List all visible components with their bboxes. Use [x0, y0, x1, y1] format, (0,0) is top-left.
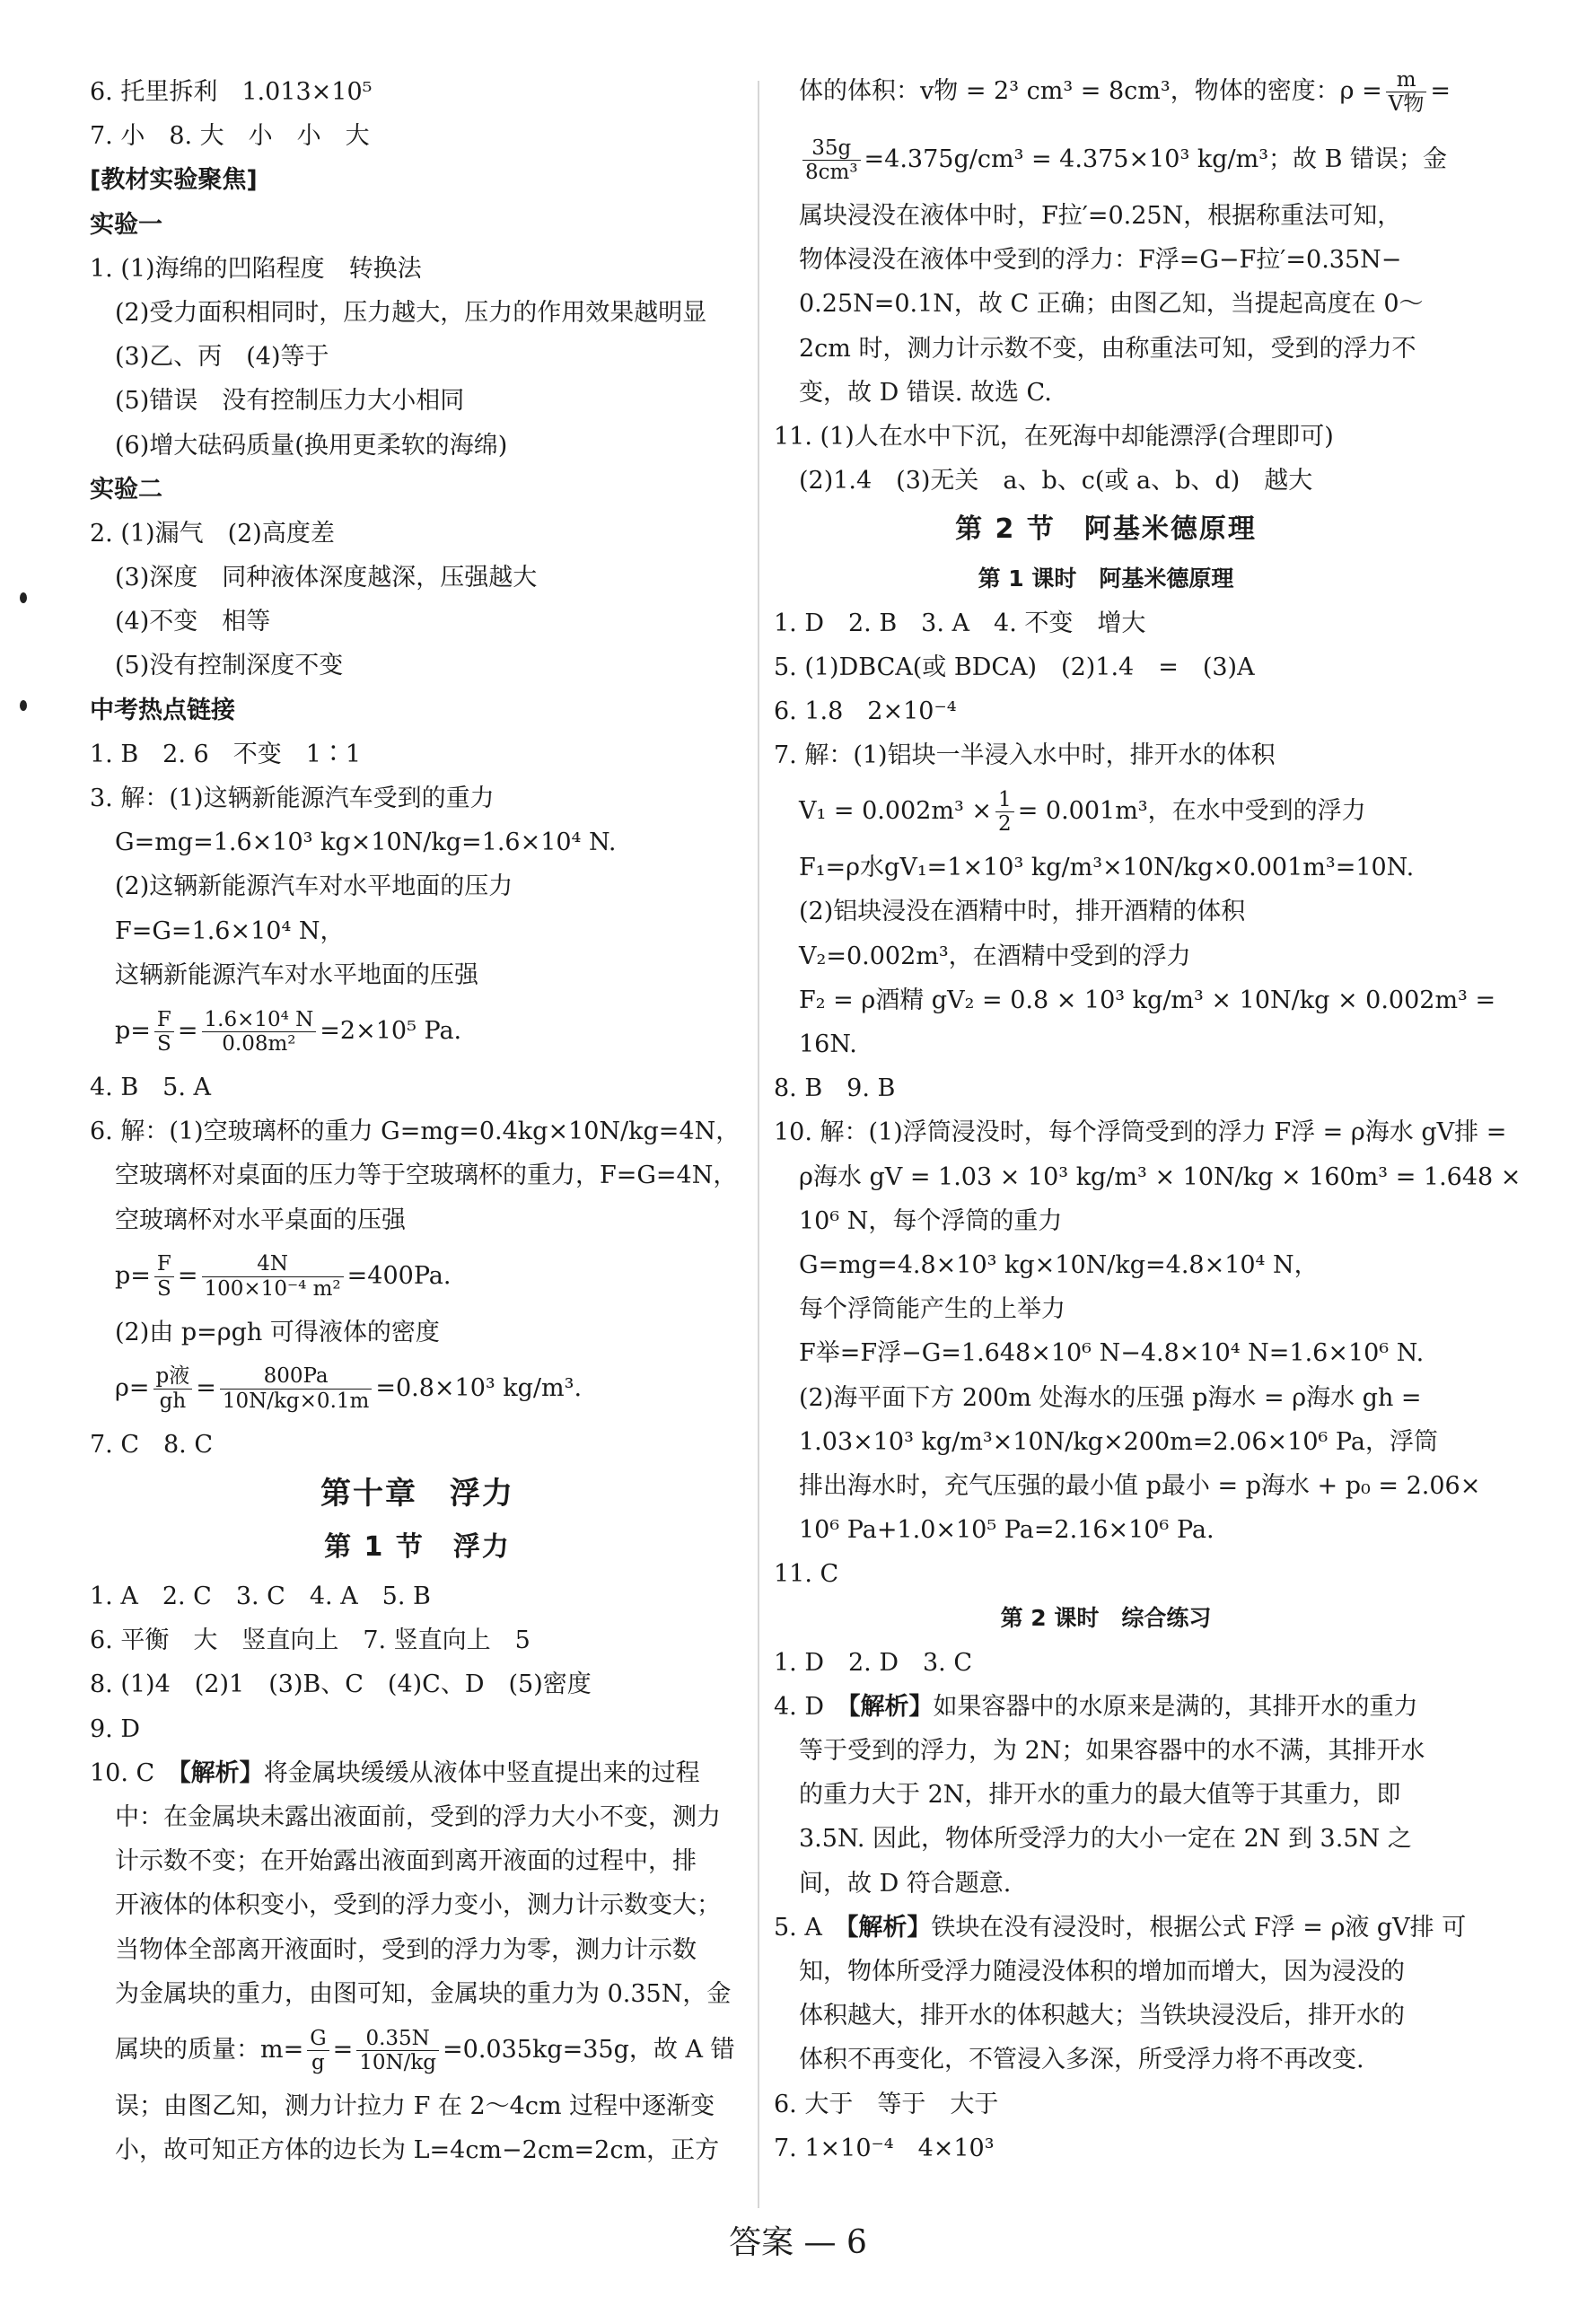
answer-line: 5. A 【解析】铁块在没有浸没时，根据公式 F浮 = ρ液 gV排 可 — [774, 1913, 1467, 1942]
formula-line: V₁ = 0.002m³ × $\frac{1}{2}$ = 0.001m³，在水中受到的浮力 — [799, 787, 1366, 837]
fraction: $\frac{\text{1.6×10⁴ N}}{\text{0.08m²}}$ — [202, 1008, 317, 1056]
answer-line: 这辆新能源汽车对水平地面的压强 — [115, 960, 478, 989]
answer-line: 的重力大于 2N，排开水的重力的最大值等于其重力，即 — [799, 1781, 1401, 1810]
section-title: 第 2 节 阿基米德原理 — [955, 513, 1257, 546]
fraction: $\frac{G}{g}$ — [307, 2027, 329, 2075]
answer-line: 知，物体所受浮力随浸没体积的增加而增大，因为浸没的 — [799, 1957, 1405, 1986]
section-title: 第 1 节 浮力 — [324, 1531, 511, 1564]
answer-line: (2)由 p=ρgh 可得液体的密度 — [115, 1318, 440, 1346]
answer-line: 属块浸没在液体中时，F拉′=0.25N，根据称重法可知， — [799, 202, 1402, 230]
answer-line: 10⁶ N，每个浮筒的重力 — [799, 1206, 1063, 1235]
answer-line: 7. 解：(1)铝块一半浸入水中时，排开水的体积 — [774, 741, 1276, 770]
analysis-tag: 【解析】 — [848, 1692, 934, 1721]
answer-line: F举=F浮−G=1.648×10⁶ N−4.8×10⁴ N=1.6×10⁶ N. — [799, 1339, 1425, 1368]
section-heading: 中考热点链接 — [90, 696, 235, 724]
answer-line: 1. D 2. B 3. A 4. 不变 增大 — [774, 609, 1146, 637]
answer-line: 10. 解：(1)浮筒浸没时，每个浮筒受到的浮力 F浮 = ρ海水 gV排 = — [774, 1118, 1507, 1147]
fraction: $\frac{1}{2}$ — [995, 788, 1014, 837]
fraction: $\frac{800Pa}{10N/kg\times 0.1m}$ — [220, 1364, 372, 1413]
answer-line: 8. B 9. B — [774, 1074, 896, 1103]
page-footer: 答案 — 6 — [729, 2224, 867, 2261]
answer-line: V₂=0.002m³，在酒精中受到的浮力 — [799, 942, 1191, 970]
analysis-tag: 【解析】 — [846, 1913, 932, 1942]
answer-line: 2. (1)漏气 (2)高度差 — [90, 519, 335, 548]
answer-line: F₂ = ρ酒精 gV₂ = 0.8 × 10³ kg/m³ × 10N/kg × 0.002m³ = — [799, 986, 1496, 1014]
answer-line: 6. 托里拆利 1.013×10⁵ — [90, 78, 373, 106]
answer-line: 8. (1)4 (2)1 (3)B、C (4)C、D (5)密度 — [90, 1670, 592, 1699]
answer-line: 6. 大于 等于 大于 — [774, 2090, 999, 2118]
formula-line: $\frac{35g}{\text{8cm³}}$ =4.375g/cm³ = 4.375×10³ kg/m³；故 B 错误；金 — [774, 126, 1438, 194]
answer-line: 小，故可知正方体的边长为 L=4cm−2cm=2cm，正方 — [115, 2136, 720, 2165]
margin-mark — [20, 592, 27, 603]
answer-line: (4)不变 相等 — [115, 608, 271, 636]
answer-line: G=mg=1.6×10³ kg×10N/kg=1.6×10⁴ N. — [115, 828, 617, 857]
answer-line: 空玻璃杯对水平桌面的压强 — [115, 1205, 406, 1234]
fraction: $\frac{F}{S}$ — [154, 1252, 174, 1301]
answer-line: (3)深度 同种液体深度越深，压强越大 — [115, 564, 538, 592]
answer-line: (2)这辆新能源汽车对水平地面的压力 — [115, 872, 513, 901]
margin-mark — [20, 700, 27, 711]
answer-line: 3. 解：(1)这辆新能源汽车受到的重力 — [90, 785, 495, 812]
section-heading: [教材实验聚焦] — [90, 166, 258, 195]
left-column — [90, 70, 745, 2172]
section-heading: 实验一 — [90, 210, 162, 239]
answer-line: 11. (1)人在水中下沉，在死海中却能漂浮(合理即可) — [774, 422, 1334, 451]
answer-line: 6. 解：(1)空玻璃杯的重力 G=mg=0.4kg×10N/kg=4N， — [90, 1118, 741, 1146]
answer-line: (2)海平面下方 200m 处海水的压强 p海水 = ρ海水 gh = — [799, 1383, 1422, 1412]
answer-line: 物体浸没在液体中受到的浮力：F浮=G−F拉′=0.35N− — [799, 246, 1402, 275]
answer-line: ρ海水 gV = 1.03 × 10³ kg/m³ × 10N/kg × 160m³ = 1.648 × — [799, 1162, 1521, 1191]
formula-line: 体的体积：v物 = 2³ cm³ = 8cm³，物体的密度：ρ = $\frac{m}{\text{V物}}$ = — [799, 67, 1451, 116]
answer-line: 11. C — [774, 1560, 839, 1589]
answer-line: 4. B 5. A — [90, 1073, 212, 1101]
formula-line: p= $\frac{F}{S}$ = $\frac{\text{1.6×10⁴ N}}{\text{0.08m²}}$ =2×10⁵ Pa. — [115, 1007, 462, 1056]
fraction: $\frac{4N}{\text{100×10⁻⁴ m²}}$ — [202, 1252, 344, 1301]
answer-line: 1. (1)海绵的凹陷程度 转换法 — [90, 254, 422, 283]
column-divider — [758, 81, 759, 2208]
answer-line: 变，故 D 错误. 故选 C. — [799, 378, 1052, 407]
answer-line: 1. A 2. C 3. C 4. A 5. B — [90, 1582, 431, 1611]
answer-line: 4. D 【解析】如果容器中的水原来是满的，其排开水的重力 — [774, 1692, 1418, 1721]
answer-line: 间，故 D 符合题意. — [799, 1869, 1012, 1898]
answer-line: 9. D — [90, 1714, 140, 1743]
answer-line: (2)铝块浸没在酒精中时，排开酒精的体积 — [799, 898, 1246, 926]
answer-line: 计示数不变；在开始露出液面到离开液面的过程中，排 — [115, 1847, 697, 1876]
answer-line: 0.25N=0.1N，故 C 正确；由图乙知，当提起高度在 0～ — [799, 290, 1424, 319]
answer-line: 7. C 8. C — [90, 1430, 214, 1459]
section-heading: 实验二 — [90, 475, 162, 504]
answer-line: 开液体的体积变小，受到的浮力变小，测力计示数变大； — [115, 1891, 721, 1920]
right-column — [774, 67, 1521, 2170]
answer-line: (3)乙、丙 (4)等于 — [115, 343, 329, 372]
answer-line: 6. 平衡 大 竖直向上 7. 竖直向上 5 — [90, 1626, 531, 1655]
fraction: $\frac{F}{S}$ — [154, 1008, 174, 1056]
answer-line: 7. 1×10⁻⁴ 4×10³ — [774, 2134, 995, 2162]
answer-line: 为金属块的重力，由图可知，金属块的重力为 0.35N，金 — [115, 1979, 732, 2008]
fraction: $\frac{0.35N}{10N/kg}$ — [356, 2027, 439, 2075]
lesson-title: 第 2 课时 综合练习 — [1000, 1605, 1212, 1632]
answer-line: 10⁶ Pa+1.0×10⁵ Pa=2.16×10⁶ Pa. — [799, 1516, 1215, 1545]
answer-line: 1. D 2. D 3. C — [774, 1648, 972, 1677]
answer-line: 误；由图乙知，测力计拉力 F 在 2～4cm 过程中逐渐变 — [115, 2091, 715, 2120]
answer-line: (5)没有控制深度不变 — [115, 652, 344, 680]
answer-line: 1.03×10³ kg/m³×10N/kg×200m=2.06×10⁶ Pa，浮筒 — [799, 1427, 1438, 1456]
answer-line: 体积不再变化，不管浸入多深，所受浮力将不再改变. — [799, 2046, 1364, 2074]
analysis-tag: 【解析】 — [179, 1758, 264, 1787]
answer-line: 2cm 时，测力计示数不变，由称重法可知，受到的浮力不 — [799, 334, 1416, 363]
formula-line: 属块的质量：m= $\frac{G}{g}$ = $\frac{0.35N}{10N/kg}$ =0.035kg=35g，故 A 错 — [115, 2026, 735, 2074]
answer-line: 10. C 【解析】将金属块缓缓从液体中竖直提出来的过程 — [90, 1758, 700, 1787]
answer-line: 等于受到的浮力，为 2N；如果容器中的水不满，其排开水 — [799, 1737, 1425, 1765]
answer-line: 5. (1)DBCA(或 BDCA) (2)1.4 = (3)A — [774, 653, 1255, 681]
answer-line: 6. 1.8 2×10⁻⁴ — [774, 697, 957, 725]
answer-line: F₁=ρ水gV₁=1×10³ kg/m³×10N/kg×0.001m³=10N. — [799, 854, 1415, 882]
answer-line: (6)增大砝码质量(换用更柔软的海绵) — [115, 431, 508, 460]
answer-line: 7. 小 8. 大 小 小 大 — [90, 122, 370, 151]
fraction: $\frac{\text{p液}}{gh}$ — [153, 1364, 193, 1413]
lesson-title: 第 1 课时 阿基米德原理 — [978, 565, 1234, 592]
answer-line: 排出海水时，充气压强的最小值 p最小 = p海水 + p₀ = 2.06× — [799, 1471, 1481, 1500]
formula-line: ρ= $\frac{\text{p液}}{gh}$ = $\frac{800Pa}{10N/kg\times 0.1m}$ =0.8×10³ kg/m³. — [115, 1364, 583, 1413]
answer-line: 中：在金属块未露出液面前，受到的浮力大小不变，测力 — [115, 1803, 721, 1831]
answer-line: F=G=1.6×10⁴ N， — [115, 916, 345, 945]
formula-line: p= $\frac{F}{S}$ = $\frac{4N}{\text{100×10⁻⁴ m²}}$ =400Pa. — [115, 1252, 452, 1301]
fraction: $\frac{m}{\text{V物}}$ — [1386, 68, 1427, 117]
answer-line: 每个浮筒能产生的上举力 — [799, 1295, 1065, 1324]
answer-line: (2)受力面积相同时，压力越大，压力的作用效果越明显 — [115, 298, 707, 327]
answer-line: 1. B 2. 6 不变 1∶1 — [90, 740, 362, 768]
fraction: $\frac{35g}{\text{8cm³}}$ — [802, 136, 861, 185]
answer-line: (5)错误 没有控制压力大小相同 — [115, 387, 465, 416]
answer-line: 3.5N. 因此，物体所受浮力的大小一定在 2N 到 3.5N 之 — [799, 1825, 1412, 1854]
answer-line: 当物体全部离开液面时，受到的浮力为零，测力计示数 — [115, 1935, 697, 1964]
answer-line: 16N. — [799, 1030, 857, 1058]
answer-line: (2)1.4 (3)无关 a、b、c(或 a、b、d) 越大 — [799, 467, 1313, 495]
answer-line: 体积越大，排开水的体积越大；当铁块浸没后，排开水的 — [799, 2002, 1405, 2030]
chapter-title: 第十章 浮力 — [320, 1476, 514, 1512]
answer-line: 空玻璃杯对桌面的压力等于空玻璃杯的重力，F=G=4N， — [115, 1162, 738, 1190]
answer-line: G=mg=4.8×10³ kg×10N/kg=4.8×10⁴ N， — [799, 1250, 1319, 1279]
